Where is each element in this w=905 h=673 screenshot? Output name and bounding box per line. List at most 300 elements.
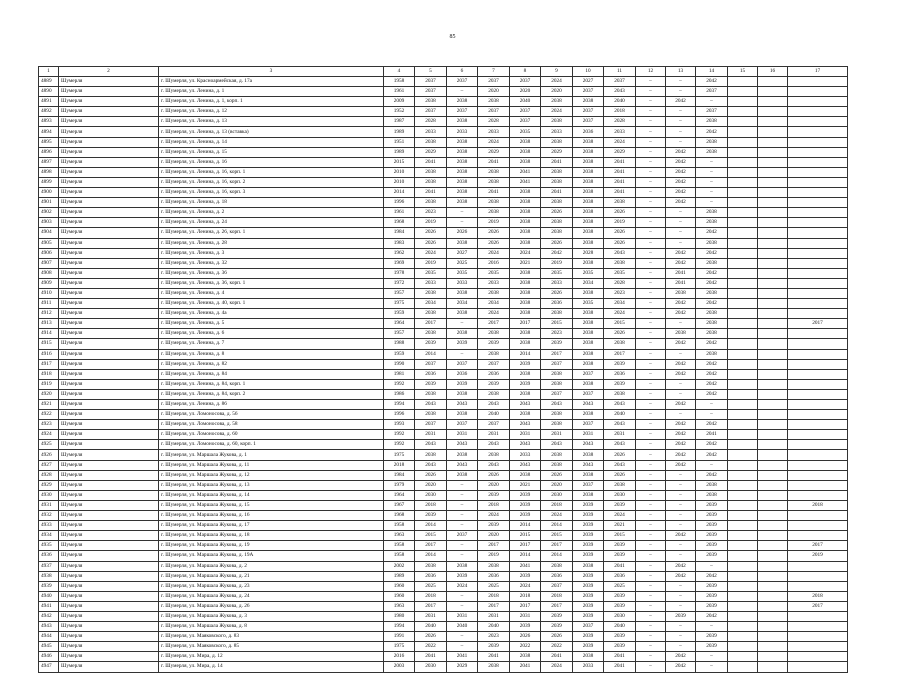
- value-cell: [728, 521, 758, 531]
- value-cell: 2028: [415, 117, 447, 127]
- value-cell: –: [636, 228, 666, 238]
- value-cell: [758, 591, 788, 601]
- table-row: [39, 258, 848, 268]
- value-cell: 2038: [573, 309, 604, 319]
- value-cell: [788, 117, 848, 127]
- value-cell: 2038: [541, 309, 573, 319]
- value-cell: –: [447, 521, 478, 531]
- row-number: 4907: [39, 258, 59, 268]
- settlement-cell: Шумерля: [59, 309, 159, 319]
- value-cell: [788, 147, 848, 157]
- value-cell: 2042: [666, 571, 696, 581]
- value-cell: –: [636, 531, 666, 541]
- table-row: [39, 107, 848, 117]
- value-cell: 2038: [478, 198, 510, 208]
- value-cell: –: [636, 167, 666, 177]
- table-row: [39, 450, 848, 460]
- value-cell: 2038: [447, 117, 478, 127]
- value-cell: 2042: [666, 248, 696, 258]
- row-number: 4940: [39, 591, 59, 601]
- value-cell: [788, 359, 848, 369]
- value-cell: [788, 400, 848, 410]
- value-cell: 2041: [541, 652, 573, 662]
- value-cell: 2043: [604, 420, 636, 430]
- header-cell: 1: [39, 67, 59, 77]
- value-cell: [728, 309, 758, 319]
- value-cell: 1968: [384, 511, 415, 521]
- settlement-cell: Шумерля: [59, 662, 159, 672]
- value-cell: 2030: [604, 611, 636, 621]
- value-cell: 2017: [541, 601, 573, 611]
- value-cell: 2043: [510, 460, 541, 470]
- address-cell: г. Шумерля, ул. Маяковского, д. 85: [159, 642, 384, 652]
- value-cell: [758, 157, 788, 167]
- value-cell: 2019: [788, 551, 848, 561]
- value-cell: –: [636, 117, 666, 127]
- value-cell: [788, 440, 848, 450]
- row-number: 4922: [39, 410, 59, 420]
- settlement-cell: Шумерля: [59, 500, 159, 510]
- table-row: [39, 571, 848, 581]
- value-cell: [758, 87, 788, 97]
- value-cell: –: [636, 208, 666, 218]
- value-cell: 2039: [573, 642, 604, 652]
- settlement-cell: Шумерля: [59, 177, 159, 187]
- settlement-cell: Шумерля: [59, 268, 159, 278]
- table-row: [39, 531, 848, 541]
- value-cell: 1963: [384, 531, 415, 541]
- row-number: 4935: [39, 541, 59, 551]
- address-cell: г. Шумерля, ул. Ленина, д. 13: [159, 117, 384, 127]
- value-cell: 2039: [510, 490, 541, 500]
- value-cell: [788, 642, 848, 652]
- value-cell: [788, 157, 848, 167]
- value-cell: 2031: [478, 611, 510, 621]
- value-cell: [758, 480, 788, 490]
- value-cell: 2025: [478, 581, 510, 591]
- value-cell: 2020: [541, 87, 573, 97]
- value-cell: 2043: [415, 400, 447, 410]
- row-number: 4894: [39, 127, 59, 137]
- settlement-cell: Шумерля: [59, 258, 159, 268]
- settlement-cell: Шумерля: [59, 601, 159, 611]
- value-cell: –: [636, 571, 666, 581]
- value-cell: –: [447, 208, 478, 218]
- address-cell: г. Шумерля, ул. Ленина, д. 40, корп. 1: [159, 299, 384, 309]
- value-cell: 2042: [696, 339, 728, 349]
- value-cell: 1962: [384, 248, 415, 258]
- value-cell: 2035: [478, 268, 510, 278]
- settlement-cell: Шумерля: [59, 460, 159, 470]
- value-cell: 2043: [447, 460, 478, 470]
- value-cell: [758, 460, 788, 470]
- value-cell: 2037: [447, 77, 478, 87]
- value-cell: [728, 77, 758, 87]
- value-cell: 2038: [478, 662, 510, 672]
- value-cell: 2038: [510, 278, 541, 288]
- value-cell: –: [636, 349, 666, 359]
- value-cell: 2031: [478, 430, 510, 440]
- value-cell: 2034: [604, 299, 636, 309]
- value-cell: –: [447, 601, 478, 611]
- address-cell: г. Шумерля, ул. Маршала Жукова, д. 8: [159, 622, 384, 632]
- address-cell: г. Шумерля, ул. Маршала Жукова, д. 17: [159, 521, 384, 531]
- value-cell: 2019: [604, 218, 636, 228]
- value-cell: [728, 137, 758, 147]
- value-cell: 1994: [384, 400, 415, 410]
- value-cell: [728, 551, 758, 561]
- value-cell: 2020: [510, 87, 541, 97]
- value-cell: [728, 268, 758, 278]
- value-cell: –: [636, 662, 666, 672]
- value-cell: 1989: [384, 571, 415, 581]
- value-cell: 2038: [696, 218, 728, 228]
- value-cell: –: [636, 450, 666, 460]
- settlement-cell: Шумерля: [59, 218, 159, 228]
- table-row: [39, 218, 848, 228]
- value-cell: 2038: [415, 97, 447, 107]
- value-cell: 2041: [696, 430, 728, 440]
- value-cell: 2042: [541, 248, 573, 258]
- value-cell: –: [447, 500, 478, 510]
- value-cell: [788, 490, 848, 500]
- value-cell: 2039: [696, 581, 728, 591]
- address-cell: г. Шумерля, ул. Ленина, д. 28: [159, 238, 384, 248]
- address-cell: г. Шумерля, ул. Ленина, д. 14: [159, 137, 384, 147]
- value-cell: 1957: [384, 288, 415, 298]
- value-cell: 2037: [510, 107, 541, 117]
- value-cell: [728, 480, 758, 490]
- value-cell: –: [636, 248, 666, 258]
- value-cell: 2015: [384, 157, 415, 167]
- value-cell: 2039: [696, 500, 728, 510]
- value-cell: –: [636, 107, 666, 117]
- value-cell: 2014: [510, 349, 541, 359]
- value-cell: [788, 97, 848, 107]
- value-cell: 2037: [541, 581, 573, 591]
- value-cell: [758, 349, 788, 359]
- value-cell: 2038: [510, 288, 541, 298]
- settlement-cell: Шумерля: [59, 369, 159, 379]
- value-cell: –: [666, 107, 696, 117]
- value-cell: –: [447, 551, 478, 561]
- table-row: [39, 591, 848, 601]
- value-cell: 1988: [384, 339, 415, 349]
- value-cell: [758, 601, 788, 611]
- value-cell: –: [447, 87, 478, 97]
- value-cell: 2038: [573, 208, 604, 218]
- table-row: [39, 97, 848, 107]
- value-cell: 2043: [604, 248, 636, 258]
- address-cell: г. Шумерля, ул. Ленина, д. 15: [159, 147, 384, 157]
- address-cell: г. Шумерля, ул. Ленина, д. 2: [159, 208, 384, 218]
- value-cell: 2038: [541, 198, 573, 208]
- value-cell: 2038: [415, 167, 447, 177]
- value-cell: 2025: [447, 258, 478, 268]
- row-number: 4944: [39, 632, 59, 642]
- value-cell: 2042: [666, 400, 696, 410]
- value-cell: [758, 258, 788, 268]
- value-cell: 2031: [415, 430, 447, 440]
- value-cell: 2039: [541, 622, 573, 632]
- value-cell: 2033: [415, 278, 447, 288]
- value-cell: [758, 450, 788, 460]
- value-cell: [788, 208, 848, 218]
- value-cell: 2034: [447, 299, 478, 309]
- table-row: [39, 369, 848, 379]
- value-cell: 2039: [573, 541, 604, 551]
- row-number: 4924: [39, 430, 59, 440]
- value-cell: –: [636, 198, 666, 208]
- value-cell: [758, 430, 788, 440]
- address-cell: г. Шумерля, ул. Ломоносова, д. 60, корп. 1: [159, 440, 384, 450]
- value-cell: 1989: [384, 127, 415, 137]
- value-cell: [758, 97, 788, 107]
- value-cell: [758, 541, 788, 551]
- value-cell: [728, 611, 758, 621]
- value-cell: 2014: [415, 521, 447, 531]
- value-cell: 2017: [415, 319, 447, 329]
- value-cell: [728, 541, 758, 551]
- value-cell: 2041: [604, 157, 636, 167]
- value-cell: 2038: [447, 450, 478, 460]
- value-cell: 2037: [573, 389, 604, 399]
- settlement-cell: Шумерля: [59, 299, 159, 309]
- value-cell: 2038: [541, 369, 573, 379]
- table-row: [39, 622, 848, 632]
- value-cell: 1986: [384, 389, 415, 399]
- value-cell: 2026: [604, 228, 636, 238]
- value-cell: [728, 622, 758, 632]
- table-row: [39, 642, 848, 652]
- table-row: [39, 127, 848, 137]
- value-cell: 2017: [541, 349, 573, 359]
- value-cell: –: [666, 632, 696, 642]
- value-cell: 2042: [666, 652, 696, 662]
- value-cell: 2024: [510, 248, 541, 258]
- value-cell: 2041: [604, 561, 636, 571]
- value-cell: [728, 561, 758, 571]
- value-cell: 2041: [604, 188, 636, 198]
- row-number: 4893: [39, 117, 59, 127]
- value-cell: [728, 511, 758, 521]
- value-cell: –: [696, 410, 728, 420]
- value-cell: 2029: [447, 662, 478, 672]
- value-cell: 2038: [696, 238, 728, 248]
- settlement-cell: Шумерля: [59, 410, 159, 420]
- value-cell: 2039: [478, 379, 510, 389]
- value-cell: –: [636, 299, 666, 309]
- value-cell: [788, 521, 848, 531]
- value-cell: 2035: [604, 268, 636, 278]
- row-number: 4890: [39, 87, 59, 97]
- table-row: [39, 238, 848, 248]
- value-cell: 1983: [384, 238, 415, 248]
- value-cell: 2039: [573, 611, 604, 621]
- value-cell: [788, 450, 848, 460]
- value-cell: –: [636, 561, 666, 571]
- value-cell: 2034: [415, 299, 447, 309]
- table-row: [39, 319, 848, 329]
- value-cell: –: [636, 551, 666, 561]
- value-cell: 2018: [788, 591, 848, 601]
- address-cell: г. Шумерля, ул. Маршала Жукова, д. 21: [159, 571, 384, 581]
- value-cell: 2014: [510, 551, 541, 561]
- address-cell: г. Шумерля, ул. Ленина, д. 4: [159, 288, 384, 298]
- value-cell: 2040: [478, 622, 510, 632]
- value-cell: 2028: [604, 278, 636, 288]
- value-cell: 1959: [384, 309, 415, 319]
- value-cell: 1978: [384, 268, 415, 278]
- value-cell: 2038: [541, 460, 573, 470]
- value-cell: 2038: [541, 177, 573, 187]
- address-cell: г. Шумерля, ул. Красноармейская, д. 17а: [159, 77, 384, 87]
- value-cell: [788, 198, 848, 208]
- value-cell: 2038: [541, 117, 573, 127]
- value-cell: 2036: [604, 369, 636, 379]
- value-cell: 2035: [573, 268, 604, 278]
- value-cell: 1991: [384, 632, 415, 642]
- value-cell: 2041: [447, 652, 478, 662]
- row-number: 4910: [39, 288, 59, 298]
- value-cell: 2039: [447, 379, 478, 389]
- row-number: 4937: [39, 561, 59, 571]
- value-cell: –: [636, 430, 666, 440]
- value-cell: [758, 440, 788, 450]
- value-cell: [788, 662, 848, 672]
- value-cell: [788, 430, 848, 440]
- settlement-cell: Шумерля: [59, 188, 159, 198]
- value-cell: –: [636, 611, 666, 621]
- value-cell: 2042: [696, 571, 728, 581]
- value-cell: 2038: [478, 208, 510, 218]
- value-cell: –: [636, 127, 666, 137]
- value-cell: 2024: [478, 248, 510, 258]
- value-cell: 2024: [604, 137, 636, 147]
- value-cell: 2026: [510, 632, 541, 642]
- value-cell: 2042: [696, 359, 728, 369]
- row-number: 4899: [39, 177, 59, 187]
- value-cell: [758, 319, 788, 329]
- header-cell: 17: [788, 67, 848, 77]
- table-row: [39, 339, 848, 349]
- value-cell: [788, 278, 848, 288]
- settlement-cell: Шумерля: [59, 450, 159, 460]
- value-cell: 2038: [696, 208, 728, 218]
- value-cell: 2037: [573, 420, 604, 430]
- address-cell: г. Шумерля, ул. Маршала Жукова, д. 16: [159, 511, 384, 521]
- row-number: 4931: [39, 500, 59, 510]
- value-cell: 1992: [384, 430, 415, 440]
- value-cell: [758, 339, 788, 349]
- header-cell: 8: [510, 67, 541, 77]
- table-row: [39, 662, 848, 672]
- table-row: [39, 389, 848, 399]
- value-cell: 2026: [478, 228, 510, 238]
- value-cell: 2024: [604, 511, 636, 521]
- value-cell: 2039: [573, 591, 604, 601]
- value-cell: 2038: [510, 147, 541, 157]
- table-row: [39, 188, 848, 198]
- table-row: [39, 430, 848, 440]
- value-cell: [728, 319, 758, 329]
- value-cell: 2039: [447, 571, 478, 581]
- value-cell: 2037: [510, 117, 541, 127]
- value-cell: [728, 87, 758, 97]
- value-cell: –: [636, 389, 666, 399]
- value-cell: 2039: [696, 521, 728, 531]
- value-cell: 1967: [384, 500, 415, 510]
- value-cell: 1996: [384, 410, 415, 420]
- value-cell: 2023: [604, 288, 636, 298]
- value-cell: 1981: [384, 369, 415, 379]
- value-cell: [788, 177, 848, 187]
- value-cell: [728, 632, 758, 642]
- value-cell: 2024: [478, 309, 510, 319]
- value-cell: 2035: [447, 268, 478, 278]
- value-cell: 2039: [478, 339, 510, 349]
- value-cell: –: [666, 591, 696, 601]
- value-cell: 2037: [447, 420, 478, 430]
- table-row: [39, 440, 848, 450]
- value-cell: [728, 167, 758, 177]
- value-cell: –: [636, 77, 666, 87]
- value-cell: 2039: [573, 632, 604, 642]
- value-cell: 2019: [478, 218, 510, 228]
- value-cell: 2038: [447, 389, 478, 399]
- value-cell: 1968: [384, 218, 415, 228]
- value-cell: 2039: [573, 521, 604, 531]
- value-cell: 2038: [696, 480, 728, 490]
- value-cell: [728, 258, 758, 268]
- address-cell: г. Шумерля, ул. Ленина, д. 16, корп. 1: [159, 167, 384, 177]
- value-cell: 2038: [447, 167, 478, 177]
- value-cell: [758, 329, 788, 339]
- address-cell: г. Шумерля, ул. Маршала Жукова, д. 3: [159, 611, 384, 621]
- row-number: 4903: [39, 218, 59, 228]
- value-cell: 2042: [666, 440, 696, 450]
- value-cell: –: [666, 622, 696, 632]
- value-cell: 2026: [541, 208, 573, 218]
- value-cell: 2036: [447, 369, 478, 379]
- value-cell: [728, 369, 758, 379]
- value-cell: 2043: [510, 440, 541, 450]
- value-cell: 2031: [447, 430, 478, 440]
- table-row: [39, 117, 848, 127]
- value-cell: 2037: [696, 87, 728, 97]
- value-cell: 2038: [478, 349, 510, 359]
- header-cell: 6: [447, 67, 478, 77]
- value-cell: 2038: [541, 167, 573, 177]
- value-cell: –: [636, 258, 666, 268]
- value-cell: 1984: [384, 228, 415, 238]
- table-row: [39, 157, 848, 167]
- value-cell: 2043: [541, 400, 573, 410]
- value-cell: 2042: [696, 299, 728, 309]
- value-cell: 2037: [573, 480, 604, 490]
- value-cell: 2038: [541, 228, 573, 238]
- value-cell: –: [696, 652, 728, 662]
- value-cell: 2042: [696, 228, 728, 238]
- value-cell: [758, 622, 788, 632]
- value-cell: –: [666, 77, 696, 87]
- settlement-cell: Шумерля: [59, 440, 159, 450]
- value-cell: [788, 622, 848, 632]
- value-cell: 1957: [384, 329, 415, 339]
- value-cell: –: [447, 319, 478, 329]
- value-cell: 2037: [478, 359, 510, 369]
- value-cell: [728, 591, 758, 601]
